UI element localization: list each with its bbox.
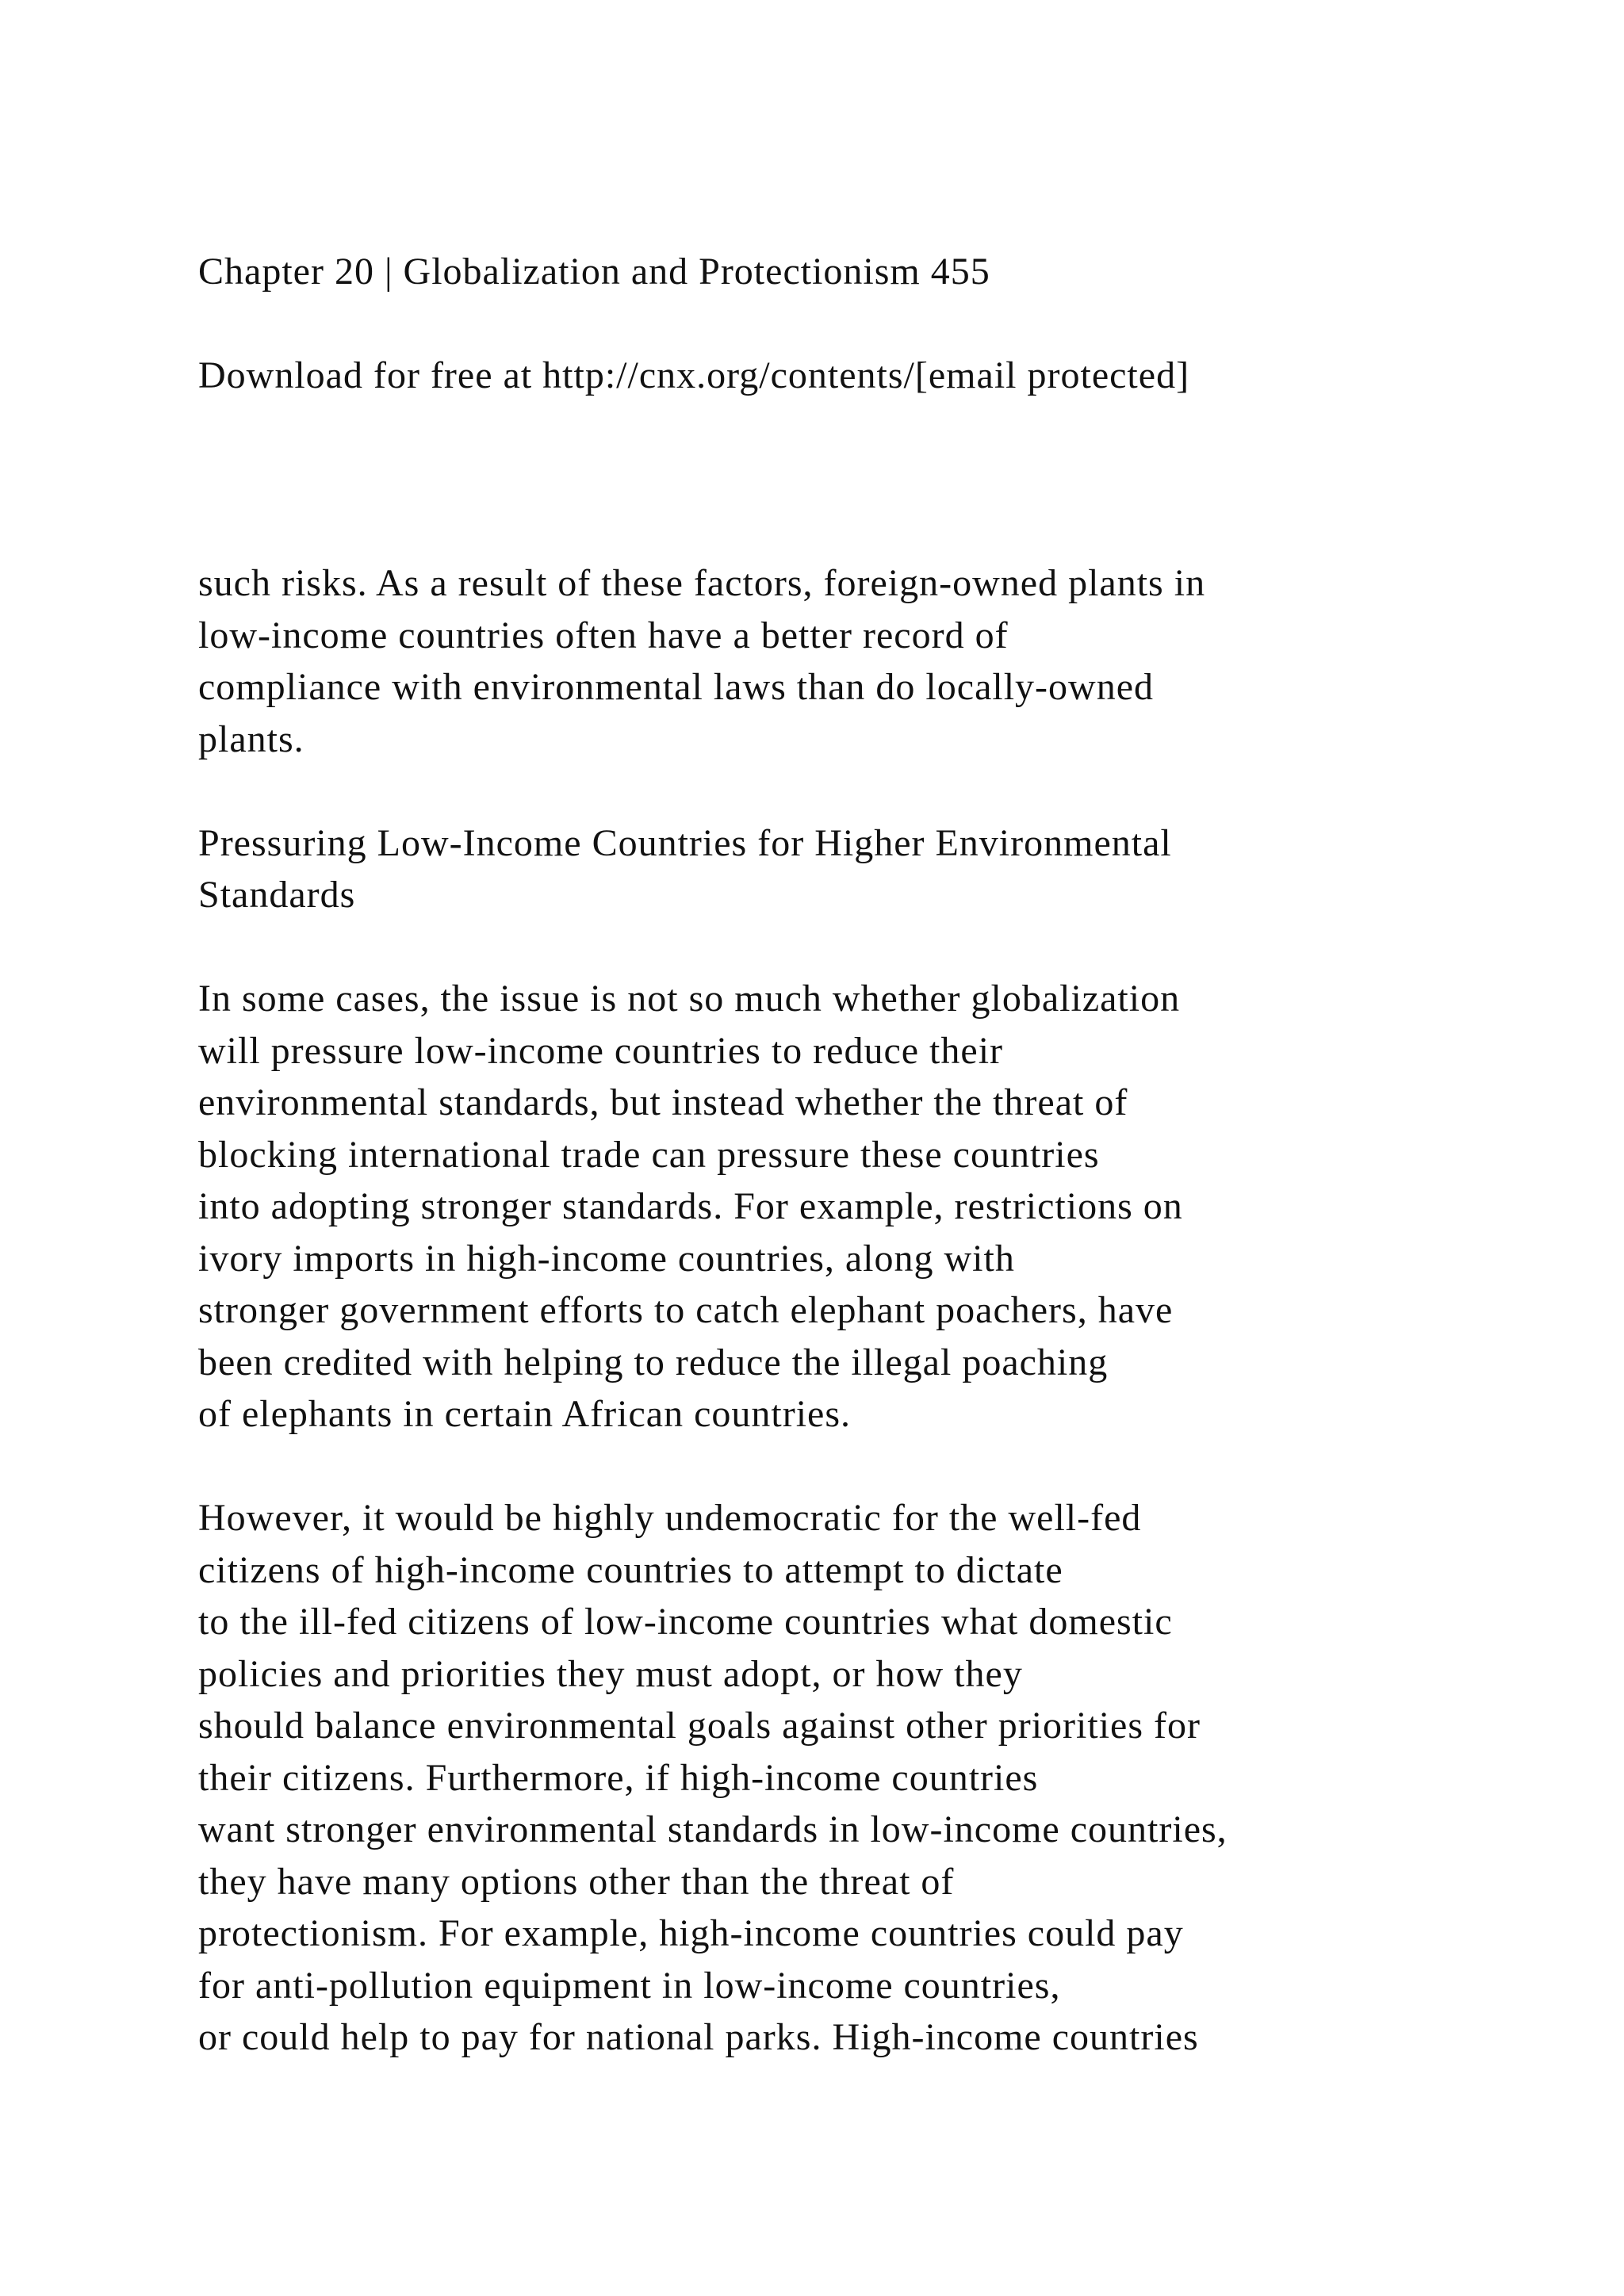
text-line: protectionism. For example, high-income countries could pay [198,1912,1184,1954]
chapter-header-line: Chapter 20 | Globalization and Protectionism 455 [198,251,990,293]
text-line: for anti-pollution equipment in low-income countries, [198,1964,1061,2007]
text-line: blocking international trade can pressure these countries [198,1133,1100,1176]
text-line: low-income countries often have a better record of [198,614,1009,656]
section-heading [198,817,1546,921]
text-line: compliance with environmental laws than do locally-owned [198,666,1154,708]
document-page [198,246,1546,2064]
download-link-line: Download for free at http://cnx.org/contents/[email protected] [198,354,1190,396]
text-line: or could help to pay for national parks. High-income countries [198,2016,1199,2058]
text-line: environmental standards, but instead whether the threat of [198,1081,1128,1123]
text-line: should balance environmental goals against other priorities for [198,1705,1201,1747]
page-header [198,246,1546,402]
paragraph-1 [198,557,1546,765]
paragraph-2 [198,973,1546,1441]
text-line: policies and priorities they must adopt, or how they [198,1652,1023,1695]
text-line: their citizens. Furthermore, if high-income countries [198,1756,1039,1799]
paragraph-3 [198,1492,1546,2064]
text-line: will pressure low-income countries to reduce their [198,1029,1004,1072]
text-line: such risks. As a result of these factors, foreign-owned plants in [198,562,1206,604]
text-line: they have many options other than the threat of [198,1860,955,1903]
text-line: into adopting stronger standards. For example, restrictions on [198,1185,1183,1227]
text-line: of elephants in certain African countries. [198,1393,852,1435]
text-line: want stronger environmental standards in low-income countries, [198,1808,1228,1850]
text-line: been credited with helping to reduce the illegal poaching [198,1341,1109,1383]
text-line: ivory imports in high-income countries, along with [198,1237,1015,1280]
text-line: In some cases, the issue is not so much whether globalization [198,978,1181,1020]
text-line: to the ill-fed citizens of low-income countries what domestic [198,1601,1173,1643]
heading-line: Pressuring Low-Income Countries for Higher Environmental [198,821,1172,864]
text-line: However, it would be highly undemocratic for the well-fed [198,1497,1142,1539]
heading-line: Standards [198,874,356,916]
text-line: plants. [198,718,304,760]
text-line: stronger government efforts to catch elephant poachers, have [198,1289,1174,1331]
text-line: citizens of high-income countries to attempt to dictate [198,1548,1063,1591]
